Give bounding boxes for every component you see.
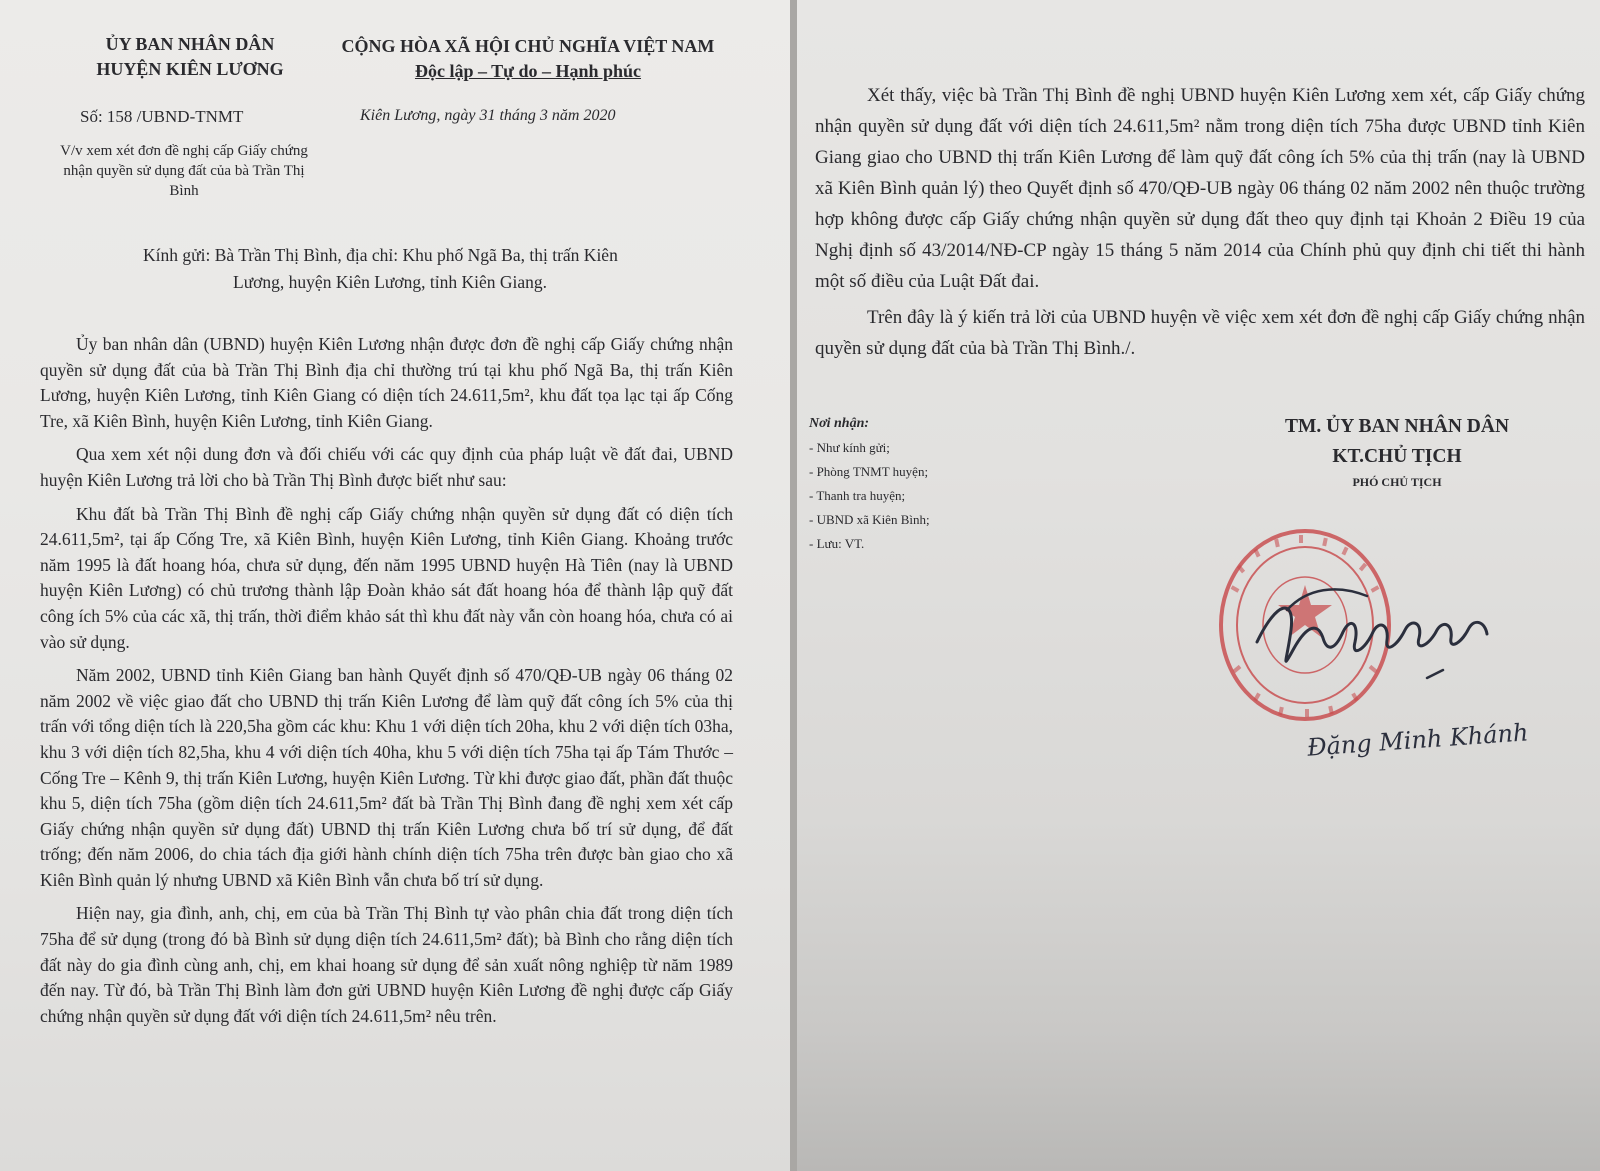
agency-line-2: HUYỆN KIÊN LƯƠNG [96,59,284,79]
national-heading [318,34,738,84]
national-motto: Độc lập – Tự do – Hạnh phúc [414,61,642,81]
addressee-line-2: Lương, huyện Kiên Lương, tỉnh Kiên Giang. [233,272,548,292]
paragraph-5: Hiện nay, gia đình, anh, chị, em của bà Trần Thị Bình tự vào phân chia đất trong diện tích 75ha để sử dụng (trong đó bà Bình sử dụng diện tích 24.611,5m² đất); bà Bình cho rằng diện tích đất này do gia đình cùng anh, chị, em khai hoang sử dụng để sản xuất nông nghiệp từ năm 1989 đến nay. Từ đó, bà Trần Thị Bình làm đơn gửi UBND huyện Kiên Lương đề nghị được cấp Giấy chứng nhận quyền sử dụng đất với diện tích 24.611,5m² nêu trên. [40,903,733,1026]
signer-name: Đặng Minh Khánh [1306,718,1530,762]
body-page-two [815,80,1585,369]
addressee [143,242,733,296]
signature-block [1227,412,1567,492]
paragraph-2: Qua xem xét nội dung đơn và đối chiếu với các quy định của pháp luật về đất đai, UBND huyện Kiên Lương trả lời cho bà Trần Thị Bình được biết như sau: [40,444,733,490]
paragraph-6: Xét thấy, việc bà Trần Thị Bình đề nghị UBND huyện Kiên Lương xem xét, cấp Giấy chứng nhận quyền sử dụng đất với diện tích 24.611,5m² nằm trong diện tích 75ha được UBND tỉnh Kiên Giang giao cho UBND thị trấn Kiên Lương để làm quỹ đất công ích 5% của thị trấn (nay là UBND xã Kiên Bình quản lý) theo Quyết định số 470/QĐ-UB ngày 06 tháng 02 năm 2002 nên thuộc trường hợp không được cấp Giấy chứng nhận quyền sử dụng đất theo quy định tại Khoản 2 Điều 19 của Nghị định số 43/2014/NĐ-CP ngày 15 tháng 5 năm 2014 của Chính phủ quy định chi tiết thi hành một số điều của Luật Đất đai. [815,85,1585,292]
recipients-heading: Nơi nhận: [809,416,870,431]
signing-organization: TM. ỦY BAN NHÂN DÂN [1284,416,1510,437]
paragraph-1: Ủy ban nhân dân (UBND) huyện Kiên Lương nhận được đơn đề nghị cấp Giấy chứng nhận quyền sử dụng đất của bà Trần Thị Bình địa chỉ thường trú tại khu phố Ngã Ba, thị trấn Kiên Lương, huyện Kiên Lương, tỉnh Kiên Giang có diện tích 24.611,5m², khu đất tọa lạc tại ấp Cống Tre, xã Kiên Bình, huyện Kiên Lương, tỉnh Kiên Giang. [40,334,733,431]
recipient-item: - UBND xã Kiên Bình; [809,512,930,527]
paragraph-7: Trên đây là ý kiến trả lời của UBND huyện về việc xem xét đơn đề nghị cấp Giấy chứng nhận quyền sử dụng đất của bà Trần Thị Bình./. [815,307,1585,359]
recipient-item: - Như kính gửi; [809,440,890,455]
page-gutter [790,0,797,1171]
document-subject: V/v xem xét đơn đề nghị cấp Giấy chứng nhận quyền sử dụng đất của bà Trần Thị Bình [60,143,308,199]
nation-name: CỘNG HÒA XÃ HỘI CHỦ NGHĨA VIỆT NAM [341,36,715,56]
recipients-list [809,412,930,556]
recipient-item: - Phòng TNMT huyện; [809,464,929,479]
agency-line-1: ỦY BAN NHÂN DÂN [105,34,275,54]
paragraph-3: Khu đất bà Trần Thị Bình đề nghị cấp Giấy chứng nhận quyền sử dụng đất có diện tích 24.611,5m², tại ấp Cống Tre, xã Kiên Bình, huyện Kiên Lương, tỉnh Kiên Giang. Khoảng trước năm 1995 là đất hoang hóa, chưa sử dụng, đến năm 1995 UBND huyện Hà Tiên (nay là UBND huyện Kiên Lương) có chủ trương thành lập Đoàn khảo sát đất hoang hóa để thành lập quỹ đất công ích 5% của các xã, thị trấn, thời điểm khảo sát thì khu đất này vẫn còn hoang hóa, chưa có ai vào sử dụng. [40,503,733,652]
recipient-item: - Thanh tra huyện; [809,488,906,503]
addressee-line-1: Kính gửi: Bà Trần Thị Bình, địa chỉ: Khu phố Ngã Ba, thị trấn Kiên [143,245,618,265]
document-date: Kiên Lương, ngày 31 tháng 3 năm 2020 [360,107,616,124]
document-number: Số: 158 /UBND-TNMT [80,107,244,126]
page-one [0,0,790,1171]
issuing-agency [70,32,310,82]
signing-deputy-title: PHÓ CHỦ TỊCH [1352,475,1442,489]
paragraph-4: Năm 2002, UBND tỉnh Kiên Giang ban hành Quyết định số 470/QĐ-UB ngày 06 tháng 02 năm 2002 về việc giao đất cho UBND thị trấn Kiên Lương để làm quỹ đất công ích 5% của thị trấn với tổng diện tích là 220,5ha gồm các khu: Khu 1 với diện tích 20ha, khu 2 với diện tích 03ha, khu 3 với diện tích 82,5ha, khu 4 với diện tích 40ha, khu 5 với diện tích 75ha tại ấp Tám Thước – Cống Tre – Kênh 9, thị trấn Kiên Lương, huyện Kiên Lương. Từ khi được giao đất, phần đất thuộc khu 5, diện tích 75ha (gồm diện tích 24.611,5m² đất bà Trần Thị Bình đang đề nghị xem xét cấp Giấy chứng nhận quyền sử dụng đất) UBND thị trấn Kiên Lương chưa bố trí sử dụng, để đất trống; đến năm 2006, do chia tách địa giới hành chính diện tích 75ha trên được bàn giao cho xã Kiên Bình quản lý nhưng UBND xã Kiên Bình vẫn chưa bố trí sử dụng. [40,665,733,890]
page-two [797,0,1600,1171]
body-page-one [40,332,733,1037]
signing-title: KT.CHỦ TỊCH [1332,446,1462,467]
recipient-item: - Lưu: VT. [809,536,865,551]
handwritten-signature [1247,580,1497,690]
